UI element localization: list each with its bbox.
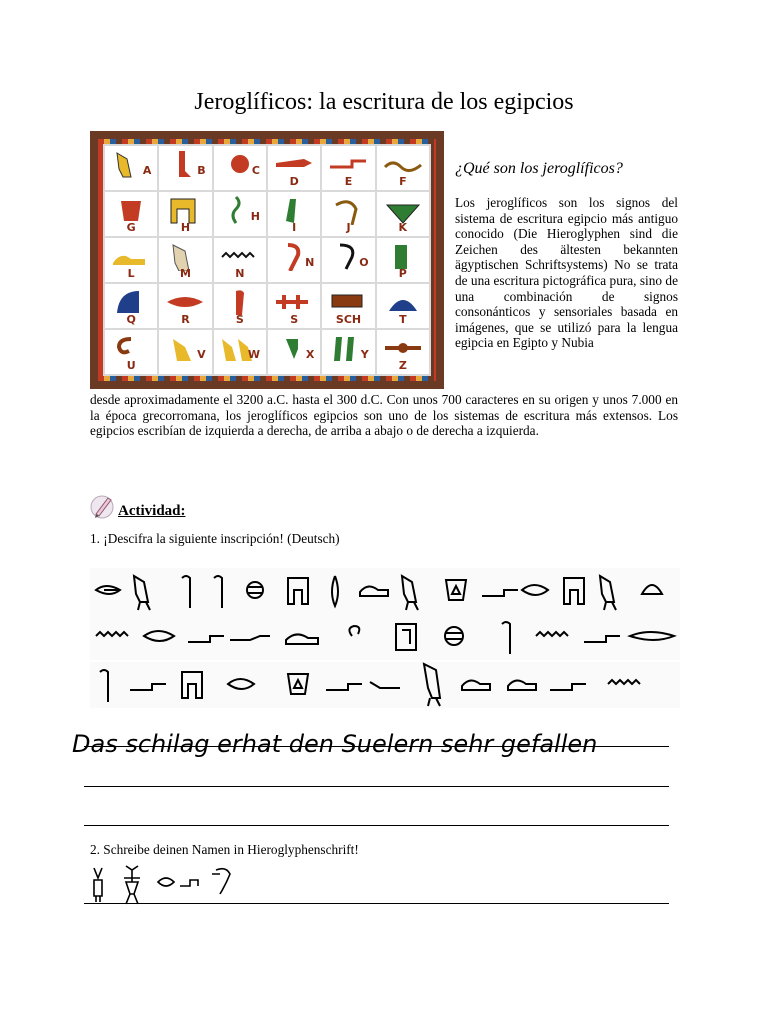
chart-letter: W	[247, 348, 260, 361]
handwritten-answer	[72, 722, 652, 762]
chart-cell-o	[322, 238, 374, 282]
chart-letter: P	[398, 267, 407, 280]
svg-text:Das schilag erhat den Suelern: Das schilag erhat den Suelern sehr gefallen	[72, 730, 598, 758]
answer-line-1	[84, 746, 669, 747]
chart-letter: G	[126, 221, 136, 234]
pencil-icon	[90, 492, 116, 520]
chart-letter: L	[127, 267, 135, 280]
chart-letter: K	[398, 221, 408, 234]
chart-cell-l	[105, 238, 157, 282]
chart-cell-s	[214, 284, 266, 328]
chart-letter: B	[197, 164, 206, 177]
chart-letter: J	[346, 221, 351, 234]
question-2: 2. Schreibe deinen Namen in Hieroglyphenschrift!	[90, 842, 359, 857]
page-title: Jeroglíficos: la escritura de los egipcios	[194, 89, 574, 115]
chart-cell-j	[322, 192, 374, 236]
chart-letter: S	[290, 313, 299, 326]
inscription-row-2	[90, 614, 680, 660]
chart-cell-b	[159, 146, 211, 190]
inscription-row-3	[90, 662, 680, 708]
chart-cell-k	[377, 192, 429, 236]
chart-letter: N	[305, 256, 315, 269]
chart-letter: H	[180, 221, 191, 234]
answer-line-3	[84, 825, 669, 826]
name-line	[84, 903, 669, 904]
chart-cell-f	[377, 146, 429, 190]
chart-cell-w	[214, 330, 266, 374]
hieroglyph-alphabet-chart	[90, 131, 444, 389]
chart-cell-i	[268, 192, 320, 236]
chart-cell-n	[268, 238, 320, 282]
chart-letter: U	[126, 359, 136, 372]
chart-letter: Q	[126, 313, 136, 326]
chart-letter: F	[399, 175, 407, 188]
chart-letter: S	[235, 313, 244, 326]
chart-cell-z	[377, 330, 429, 374]
section-subheading: ¿Qué son los jeroglíficos?	[455, 160, 623, 177]
chart-letter: R	[181, 313, 190, 326]
chart-letter: A	[142, 164, 152, 177]
chart-letter: Z	[398, 359, 407, 372]
chart-letter: C	[251, 164, 260, 177]
chart-cell-n	[214, 238, 266, 282]
chart-cell-d	[268, 146, 320, 190]
chart-cell-sch	[322, 284, 374, 328]
chart-letter: H	[250, 210, 260, 223]
chart-cell-x	[268, 330, 320, 374]
intro-paragraph-continued: desde aproximadamente el 3200 a.C. hasta el 300 d.C. Con unos 700 caracteres en su origen y unos 7.000 en la época grecorromana, los jeroglíficos egipcios son uno de los sistemas de escritura más extensos. Los egipcios escribían de izquierda a derecha, de arriba a abajo o de derecha a izquierda.	[90, 392, 678, 439]
activity-heading: Actividad:	[118, 503, 186, 519]
chart-letter: Y	[360, 348, 369, 361]
chart-letter: N	[235, 267, 245, 280]
chart-cell-u	[105, 330, 157, 374]
chart-cell-e	[322, 146, 374, 190]
chart-cell-h	[159, 192, 211, 236]
chart-cell-g	[105, 192, 157, 236]
chart-letter: O	[359, 256, 369, 269]
chart-cell-h	[214, 192, 266, 236]
chart-cell-r	[159, 284, 211, 328]
chart-cell-p	[377, 238, 429, 282]
chart-letter: SCH	[335, 313, 362, 326]
answer-line-2	[84, 786, 669, 787]
chart-cell-s	[268, 284, 320, 328]
chart-letter: V	[197, 348, 206, 361]
chart-letter: I	[292, 221, 297, 234]
chart-cell-q	[105, 284, 157, 328]
chart-cell-y	[322, 330, 374, 374]
chart-letter: X	[305, 348, 315, 361]
chart-letter: T	[399, 313, 407, 326]
chart-cell-c	[214, 146, 266, 190]
intro-paragraph: Los jeroglíficos son los signos del sistema de escritura egipcio más antiguo conocido (Die Hieroglyphen sind die Zeichen des ältesten bekannten ägyptischen Schriftsystems) No se trata de una escritura pictográfica pura, sino de una combinación de signos consonánticos y sensoriales basada en imágenes, que se utilizó para la lengua egipcia en Egipto y Nubia	[455, 195, 678, 351]
chart-letter: E	[344, 175, 353, 188]
chart-cell-v	[159, 330, 211, 374]
question-1: 1. ¡Descifra la siguiente inscripción! (Deutsch)	[90, 531, 340, 546]
chart-cell-m	[159, 238, 211, 282]
chart-cell-t	[377, 284, 429, 328]
chart-letter: D	[289, 175, 299, 188]
chart-letter: M	[180, 267, 191, 280]
inscription-row-1	[90, 568, 680, 614]
chart-cell-a	[105, 146, 157, 190]
